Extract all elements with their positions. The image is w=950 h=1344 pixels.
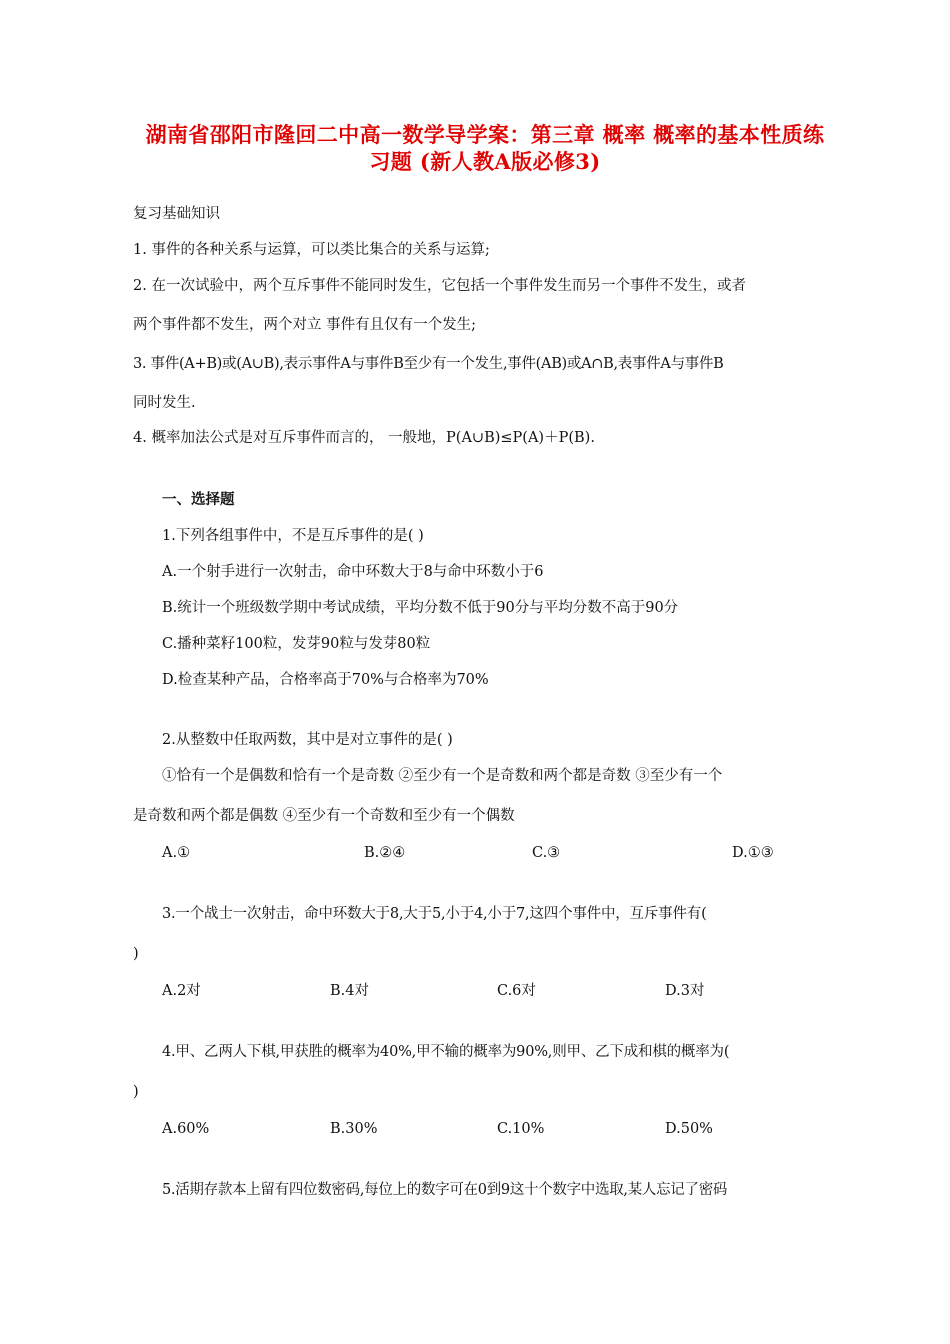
q1-option-a: A.一个射手进行一次射击，命中环数大于8与命中环数小于6	[162, 564, 544, 580]
q4-stem-line-2: )	[133, 1084, 139, 1100]
q4-option-d: D.50%	[665, 1121, 713, 1137]
document-title	[120, 121, 850, 175]
title-line-2: 习题 (新人教A版必修3)	[369, 149, 601, 174]
q2-option-c: C.③	[532, 845, 561, 861]
review-item-3: 3. 事件(A+B)或(A∪B),表示事件A与事件B至少有一个发生,事件(AB)或A∩B,表事件A与事件B	[133, 356, 724, 372]
q1-stem: 1.下列各组事件中，不是互斥事件的是( )	[162, 528, 424, 544]
q2-body-line-1: ①恰有一个是偶数和恰有一个是奇数 ②至少有一个是奇数和两个都是奇数 ③至少有一个	[162, 768, 723, 784]
q1-option-c: C.播种菜籽100粒，发芽90粒与发芽80粒	[162, 636, 431, 652]
q4-option-b: B.30%	[330, 1121, 378, 1137]
q2-option-b: B.②④	[364, 845, 406, 861]
q3-stem-line-2: )	[133, 946, 139, 962]
q3-stem-line-1: 3.一个战士一次射击，命中环数大于8,大于5,小于4,小于7,这四个事件中，互斥事件有(	[162, 906, 707, 922]
section-heading: 一、选择题	[162, 491, 235, 508]
review-item-1: 1. 事件的各种关系与运算，可以类比集合的关系与运算;	[133, 242, 490, 258]
q4-option-a: A.60%	[162, 1121, 210, 1137]
review-item-2: 2. 在一次试验中，两个互斥事件不能同时发生，它包括一个事件发生而另一个事件不发生，或者	[133, 278, 746, 294]
q2-stem: 2.从整数中任取两数，其中是对立事件的是( )	[162, 732, 453, 748]
title-line-1: 湖南省邵阳市隆回二中高一数学导学案：第三章 概率 概率的基本性质练	[145, 122, 825, 147]
q3-option-c: C.6对	[497, 983, 536, 999]
q2-option-a: A.①	[162, 845, 191, 861]
q3-option-a: A.2对	[162, 983, 201, 999]
q3-option-b: B.4对	[330, 983, 369, 999]
q1-option-d: D.检查某种产品，合格率高于70%与合格率为70%	[162, 672, 489, 688]
q2-option-d: D.①③	[732, 845, 774, 861]
review-item-3-cont: 同时发生.	[133, 395, 196, 411]
q1-option-b: B.统计一个班级数学期中考试成绩，平均分数不低于90分与平均分数不高于90分	[162, 600, 679, 616]
q4-option-c: C.10%	[497, 1121, 545, 1137]
review-item-2-cont: 两个事件都不发生，两个对立 事件有且仅有一个发生;	[133, 317, 476, 333]
q4-stem-line-1: 4.甲、乙两人下棋,甲获胜的概率为40%,甲不输的概率为90%,则甲、乙下成和棋的概率为(	[162, 1044, 730, 1060]
q5-stem-line-1: 5.活期存款本上留有四位数密码,每位上的数字可在0到9这十个数字中选取,某人忘记了密码	[162, 1182, 728, 1198]
q2-body-line-2: 是奇数和两个都是偶数 ④至少有一个奇数和至少有一个偶数	[133, 808, 515, 824]
review-item-4: 4. 概率加法公式是对互斥事件而言的， 一般地，P(A∪B)≤P(A)＋P(B).	[133, 430, 595, 446]
review-heading: 复习基础知识	[133, 206, 220, 222]
q3-option-d: D.3对	[665, 983, 705, 999]
